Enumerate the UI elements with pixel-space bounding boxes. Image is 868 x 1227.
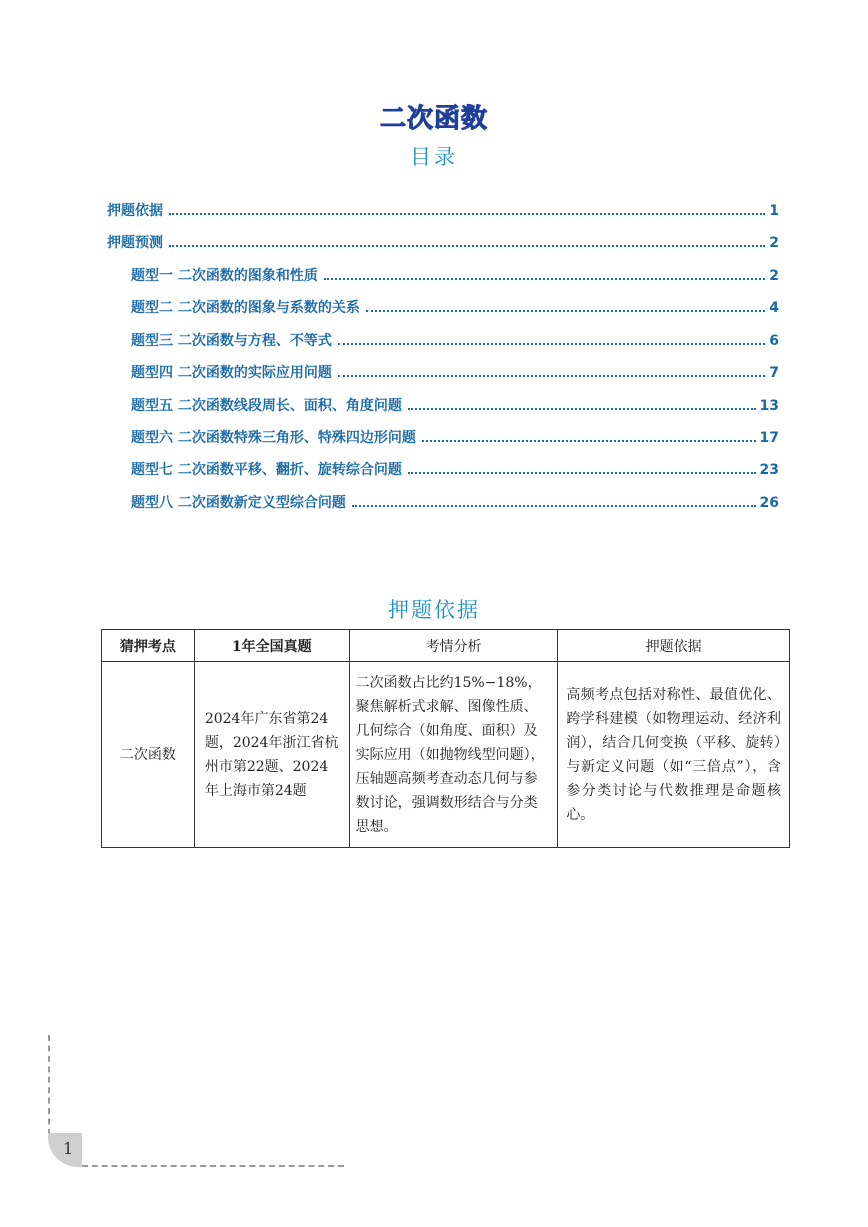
toc-entry-label: 题型三 二次函数与方程、不等式 [131,333,332,349]
toc-leader-dots [408,471,756,474]
toc-entry-page: 13 [759,398,779,414]
footer-dashed-vertical [48,1035,50,1135]
toc-leader-dots [169,212,765,215]
cell-basis: 高频考点包括对称性、最值优化、跨学科建模（如物理运动、经济利润），结合几何变换（平移、旋转）与新定义问题（如“三倍点”），含参分类讨论与代数推理是命题核心。 [558,662,790,848]
toc-entry-label: 押题预测 [107,235,163,251]
toc-entry-page: 2 [769,235,779,251]
toc-entry-label: 题型二 二次函数的图象与系数的关系 [131,300,360,316]
toc-leader-dots [366,309,765,312]
cell-point: 二次函数 [102,662,195,848]
toc-entry-page: 17 [759,430,779,446]
toc-entry-page: 23 [759,462,779,478]
page-number: 1 [63,1139,74,1158]
toc-leader-dots [338,342,765,345]
basis-table [101,629,790,848]
toc-entry[interactable] [107,232,779,252]
basis-section-heading: 押题依据 [388,598,480,622]
toc-entry-label: 题型七 二次函数平移、翻折、旋转综合问题 [131,462,402,478]
toc-entry-page: 6 [769,333,779,349]
header-cell-point: 猜押考点 [102,630,195,662]
toc-entry-page: 4 [769,300,779,316]
header-cell-exams: 1年全国真题 [194,630,349,662]
toc-entry-label: 题型四 二次函数的实际应用问题 [131,365,332,381]
toc-entry[interactable] [107,200,779,220]
toc-entry-label: 题型五 二次函数线段周长、面积、角度问题 [131,398,402,414]
toc-heading: 目录 [410,145,458,169]
toc-leader-dots [169,244,765,247]
table-header-row [102,630,790,662]
document-title: 二次函数 [379,104,488,134]
header-cell-basis: 押题依据 [558,630,790,662]
toc-leader-dots [338,374,765,377]
toc-entry[interactable] [131,395,779,415]
toc-entry-page: 7 [769,365,779,381]
table-row [102,662,790,848]
cell-exams: 2024年广东省第24题，2024年浙江省杭州市第22题、2024年上海市第24题 [194,662,349,848]
toc-leader-dots [352,504,756,507]
toc-entry-label: 题型六 二次函数特殊三角形、特殊四边形问题 [131,430,416,446]
toc-entry[interactable] [131,459,779,479]
toc-entry[interactable] [131,330,779,350]
toc-leader-dots [324,277,765,280]
header-cell-analysis: 考情分析 [349,630,558,662]
toc-entry-label: 题型八 二次函数新定义型综合问题 [131,495,346,511]
toc-entry[interactable] [131,362,779,382]
toc-entry-page: 26 [759,495,779,511]
toc-entry[interactable] [131,265,779,285]
toc-entry[interactable] [131,492,779,512]
toc-entry-page: 1 [769,203,779,219]
toc-entry[interactable] [131,297,779,317]
toc-entry-page: 2 [769,268,779,284]
toc-leader-dots [408,407,756,410]
toc-entry-label: 押题依据 [107,203,163,219]
footer-dashed-horizontal [82,1165,344,1167]
toc-entry[interactable] [131,427,779,447]
cell-analysis: 二次函数占比约15%−18%，聚焦解析式求解、图像性质、几何综合（如角度、面积）及实际应用（如抛物线型问题），压轴题高频考查动态几何与参数讨论，强调数形结合与分类思想。 [349,662,558,848]
toc-leader-dots [422,439,756,442]
toc-entry-label: 题型一 二次函数的图象和性质 [131,268,318,284]
